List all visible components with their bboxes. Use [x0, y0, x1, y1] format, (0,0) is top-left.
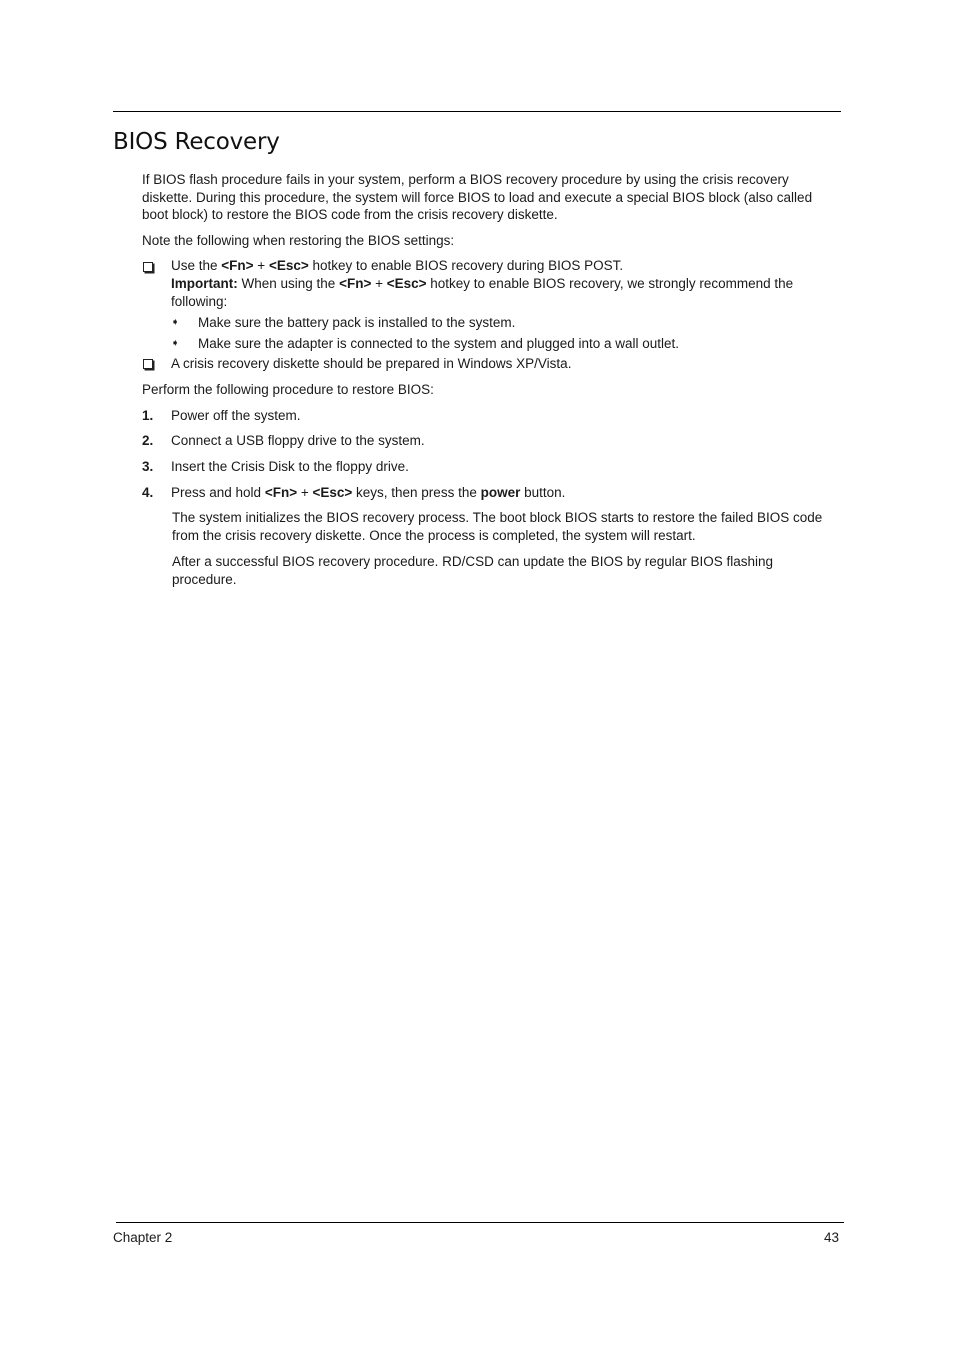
fn-key: <Fn>	[221, 258, 254, 273]
checkbox-square-icon	[143, 359, 153, 369]
important-pre: When using the	[237, 276, 340, 291]
esc-key: <Esc>	[268, 258, 309, 273]
arrow-bullet-icon: ➧	[171, 317, 180, 328]
procedure-intro: Perform the following procedure to restore BIOS:	[142, 382, 434, 397]
step4-post: button.	[520, 485, 566, 500]
page-title: BIOS Recovery	[113, 129, 280, 155]
bullet-hotkey-pre: Use the	[171, 258, 222, 273]
bullet-hotkey	[171, 257, 623, 275]
step-text: Insert the Crisis Disk to the floppy drive.	[171, 459, 409, 474]
fn-key: <Fn>	[339, 276, 372, 291]
step4-paragraph-1: The system initializes the BIOS recovery process. The boot block BIOS starts to restore the failed BIOS code from the crisis recovery diskette. Once the process is completed, the system will restart.	[172, 510, 823, 543]
step4-mid: keys, then press the	[352, 485, 481, 500]
footer-chapter: Chapter 2	[113, 1230, 173, 1245]
step-number: 2.	[142, 433, 154, 448]
plus-sign: +	[297, 485, 313, 500]
checkbox-square-icon	[143, 262, 153, 272]
step-text: Connect a USB floppy drive to the system.	[171, 433, 425, 448]
step-number: 1.	[142, 408, 154, 423]
arrow-bullet-icon: ➧	[171, 338, 180, 349]
plus-sign: +	[371, 276, 387, 291]
step-text	[171, 484, 565, 502]
step-number: 4.	[142, 485, 154, 500]
footer-page-number: 43	[824, 1230, 840, 1245]
footer-rule	[116, 1222, 844, 1223]
important-note	[171, 275, 843, 310]
step-number: 3.	[142, 459, 154, 474]
bullet-diskette: A crisis recovery diskette should be prepared in Windows XP/Vista.	[171, 356, 572, 371]
bullet-hotkey-post: hotkey to enable BIOS recovery during BIOS POST.	[308, 258, 624, 273]
important-label: Important:	[171, 276, 238, 291]
important-post: hotkey to enable BIOS recovery, we strongly recommend the following:	[171, 276, 794, 309]
step4-pre: Press and hold	[171, 485, 265, 500]
power-word: power	[480, 485, 521, 500]
sub-item-battery: Make sure the battery pack is installed to the system.	[198, 315, 516, 330]
note-intro: Note the following when restoring the BIOS settings:	[142, 233, 455, 248]
plus-sign: +	[253, 258, 269, 273]
fn-key: <Fn>	[264, 485, 298, 500]
esc-key: <Esc>	[312, 485, 353, 500]
esc-key: <Esc>	[386, 276, 427, 291]
step-text: Power off the system.	[171, 408, 301, 423]
intro-paragraph: If BIOS flash procedure fails in your system, perform a BIOS recovery procedure by using the crisis recovery diskette. During this procedure, the system will force BIOS to load and execute a special BIOS block (also called boot block) to restore the BIOS code from the crisis recovery diskette.	[142, 172, 813, 223]
step4-paragraph-2: After a successful BIOS recovery procedure. RD/CSD can update the BIOS by regular BIOS flashing procedure.	[172, 554, 774, 587]
sub-item-adapter: Make sure the adapter is connected to the system and plugged into a wall outlet.	[198, 336, 680, 351]
header-rule	[113, 111, 841, 112]
